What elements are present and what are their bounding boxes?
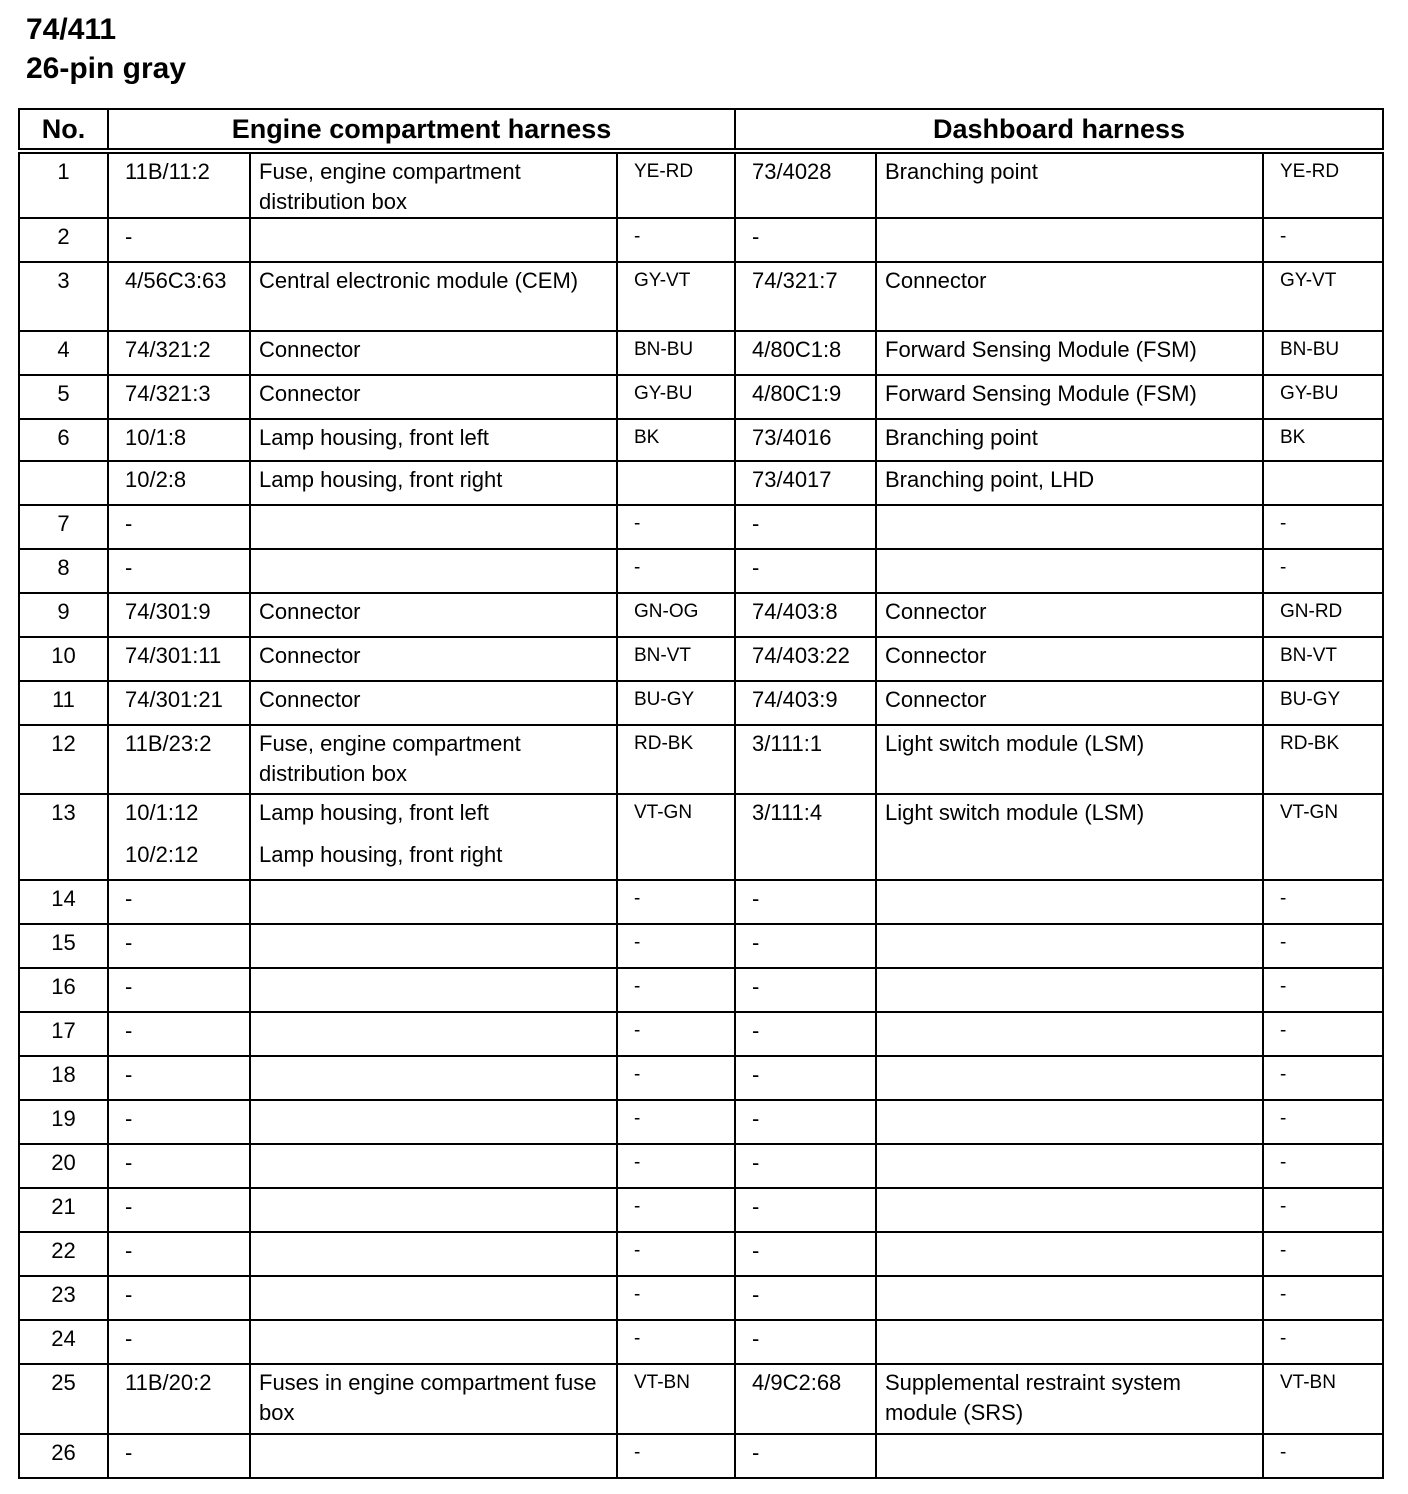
engine-connection-code: 74/321:2 [108, 331, 250, 375]
dashboard-connection-description [876, 1188, 1263, 1232]
dashboard-wire-color: GN-RD [1263, 593, 1383, 637]
dashboard-wire-color: - [1263, 1320, 1383, 1364]
engine-wire-color: - [617, 1320, 735, 1364]
engine-wire-color: YE-RD [617, 151, 735, 218]
dashboard-connection-description: Light switch module (LSM) [876, 725, 1263, 794]
dashboard-connection-description: Forward Sensing Module (FSM) [876, 331, 1263, 375]
engine-wire-color: VT-GN [617, 794, 735, 880]
dashboard-wire-color [1263, 461, 1383, 505]
dashboard-connection-description [876, 1320, 1263, 1364]
engine-wire-color: GN-OG [617, 593, 735, 637]
dashboard-wire-color: - [1263, 505, 1383, 549]
dashboard-wire-color: - [1263, 1012, 1383, 1056]
connector-description: 26-pin gray [26, 52, 187, 85]
table-row [19, 1100, 1383, 1144]
dashboard-connection-code: - [735, 968, 876, 1012]
engine-connection-code: - [108, 1100, 250, 1144]
dashboard-wire-color: BU-GY [1263, 681, 1383, 725]
dashboard-connection-code: 74/321:7 [735, 262, 876, 331]
dashboard-connection-code: - [735, 1276, 876, 1320]
dashboard-wire-color: VT-BN [1263, 1364, 1383, 1434]
pin-number: 22 [19, 1232, 108, 1276]
dashboard-connection-code: 4/9C2:68 [735, 1364, 876, 1434]
pin-number: 23 [19, 1276, 108, 1320]
engine-wire-color: - [617, 968, 735, 1012]
dashboard-wire-color: - [1263, 1434, 1383, 1478]
engine-connection-description [250, 1232, 617, 1276]
engine-wire-color: - [617, 1056, 735, 1100]
engine-connection-code: - [108, 549, 250, 593]
engine-wire-color: - [617, 1232, 735, 1276]
engine-wire-color: - [617, 549, 735, 593]
engine-connection-code: - [108, 968, 250, 1012]
col-header-no: No. [19, 109, 108, 151]
engine-connection-description [250, 1056, 617, 1100]
dashboard-wire-color: BN-BU [1263, 331, 1383, 375]
table-row [19, 331, 1383, 375]
engine-connection-code: - [108, 1434, 250, 1478]
pin-number [19, 461, 108, 505]
dashboard-wire-color: - [1263, 1188, 1383, 1232]
engine-connection-code [108, 794, 250, 880]
table-row [19, 1012, 1383, 1056]
table-row [19, 375, 1383, 419]
col-header-dashboard-harness: Dashboard harness [735, 109, 1383, 151]
table-row [19, 924, 1383, 968]
dashboard-connection-code: 3/111:4 [735, 794, 876, 880]
table-row [19, 1320, 1383, 1364]
engine-wire-color: BK [617, 419, 735, 461]
dashboard-connection-description [876, 505, 1263, 549]
engine-connection-code: - [108, 1012, 250, 1056]
pin-number: 3 [19, 262, 108, 331]
table-row [19, 637, 1383, 681]
engine-wire-color: VT-BN [617, 1364, 735, 1434]
pin-number: 18 [19, 1056, 108, 1100]
dashboard-connection-description: Connector [876, 593, 1263, 637]
pinout-table [18, 108, 1384, 1479]
dashboard-connection-code: 74/403:8 [735, 593, 876, 637]
engine-connection-description: Fuse, engine compartment distribution box [250, 151, 617, 218]
engine-connection-description: Connector [250, 375, 617, 419]
pin-number: 8 [19, 549, 108, 593]
engine-connection-code-line: 10/2:12 [125, 842, 199, 867]
pin-number: 24 [19, 1320, 108, 1364]
engine-connection-description [250, 1320, 617, 1364]
table-row [19, 593, 1383, 637]
dashboard-connection-code: - [735, 924, 876, 968]
table-row [19, 1364, 1383, 1434]
pin-number: 19 [19, 1100, 108, 1144]
dashboard-wire-color: BN-VT [1263, 637, 1383, 681]
dashboard-connection-description [876, 1276, 1263, 1320]
dashboard-wire-color: BK [1263, 419, 1383, 461]
engine-connection-code: 74/321:3 [108, 375, 250, 419]
dashboard-connection-description [876, 1144, 1263, 1188]
pin-number: 13 [19, 794, 108, 880]
pin-number: 9 [19, 593, 108, 637]
engine-connection-description: Central electronic module (CEM) [250, 262, 617, 331]
engine-connection-code: - [108, 880, 250, 924]
dashboard-connection-code: - [735, 549, 876, 593]
pin-number: 14 [19, 880, 108, 924]
engine-connection-code: - [108, 1276, 250, 1320]
pin-number: 6 [19, 419, 108, 461]
engine-connection-code: 74/301:11 [108, 637, 250, 681]
pin-number: 7 [19, 505, 108, 549]
dashboard-connection-description: Connector [876, 681, 1263, 725]
engine-connection-description [250, 968, 617, 1012]
engine-wire-color: BN-VT [617, 637, 735, 681]
engine-wire-color: RD-BK [617, 725, 735, 794]
dashboard-wire-color: - [1263, 1232, 1383, 1276]
table-row [19, 419, 1383, 461]
engine-connection-code: - [108, 1232, 250, 1276]
engine-connection-code: - [108, 505, 250, 549]
engine-connection-description [250, 1276, 617, 1320]
engine-connection-description [250, 1188, 617, 1232]
table-row [19, 1188, 1383, 1232]
engine-connection-description [250, 505, 617, 549]
engine-wire-color [617, 461, 735, 505]
engine-connection-description [250, 549, 617, 593]
dashboard-connection-description: Forward Sensing Module (FSM) [876, 375, 1263, 419]
engine-wire-color: GY-VT [617, 262, 735, 331]
dashboard-connection-description [876, 924, 1263, 968]
engine-connection-description-line: Lamp housing, front right [259, 842, 503, 867]
dashboard-wire-color: - [1263, 1276, 1383, 1320]
table-row [19, 1056, 1383, 1100]
dashboard-connection-code: - [735, 218, 876, 262]
engine-wire-color: - [617, 1012, 735, 1056]
engine-connection-description: Fuse, engine compartment distribution box [250, 725, 617, 794]
table-row [19, 1232, 1383, 1276]
engine-wire-color: - [617, 1434, 735, 1478]
dashboard-connection-description: Branching point [876, 151, 1263, 218]
dashboard-connection-code: 3/111:1 [735, 725, 876, 794]
engine-wire-color: - [617, 880, 735, 924]
dashboard-connection-description [876, 1434, 1263, 1478]
engine-connection-description: Connector [250, 331, 617, 375]
dashboard-connection-code: 74/403:9 [735, 681, 876, 725]
engine-connection-code: 11B/20:2 [108, 1364, 250, 1434]
dashboard-connection-description [876, 1056, 1263, 1100]
engine-connection-description [250, 794, 617, 880]
table-row [19, 461, 1383, 505]
table-row [19, 1144, 1383, 1188]
engine-wire-color: - [617, 1100, 735, 1144]
dashboard-connection-description [876, 1232, 1263, 1276]
engine-connection-code: 4/56C3:63 [108, 262, 250, 331]
dashboard-wire-color: - [1263, 218, 1383, 262]
table-row [19, 1276, 1383, 1320]
table-row [19, 1434, 1383, 1478]
dashboard-wire-color: YE-RD [1263, 151, 1383, 218]
dashboard-connection-description: Branching point [876, 419, 1263, 461]
table-row [19, 794, 1383, 880]
engine-connection-description: Connector [250, 593, 617, 637]
dashboard-wire-color: - [1263, 968, 1383, 1012]
engine-connection-code: - [108, 218, 250, 262]
engine-connection-description: Fuses in engine compartment fuse box [250, 1364, 617, 1434]
engine-connection-code-line: 10/1:12 [125, 800, 199, 825]
dashboard-connection-code: - [735, 1320, 876, 1364]
dashboard-wire-color: - [1263, 549, 1383, 593]
dashboard-wire-color: GY-BU [1263, 375, 1383, 419]
pin-number: 20 [19, 1144, 108, 1188]
dashboard-wire-color: RD-BK [1263, 725, 1383, 794]
table-row [19, 968, 1383, 1012]
table-header-row [19, 109, 1383, 151]
dashboard-connection-code: - [735, 1100, 876, 1144]
dashboard-connection-description [876, 968, 1263, 1012]
dashboard-connection-description: Branching point, LHD [876, 461, 1263, 505]
dashboard-wire-color: VT-GN [1263, 794, 1383, 880]
engine-connection-description [250, 1100, 617, 1144]
engine-connection-code: - [108, 1320, 250, 1364]
engine-wire-color: - [617, 505, 735, 549]
dashboard-connection-description [876, 1100, 1263, 1144]
table-row [19, 681, 1383, 725]
dashboard-connection-code: - [735, 1056, 876, 1100]
table-row [19, 505, 1383, 549]
engine-connection-description-line: Lamp housing, front left [259, 800, 489, 825]
engine-connection-description [250, 1144, 617, 1188]
engine-connection-code: - [108, 1056, 250, 1100]
engine-connection-description [250, 1012, 617, 1056]
dashboard-connection-description [876, 549, 1263, 593]
pin-number: 1 [19, 151, 108, 218]
pin-number: 26 [19, 1434, 108, 1478]
dashboard-connection-code: 74/403:22 [735, 637, 876, 681]
dashboard-connection-code: 73/4017 [735, 461, 876, 505]
engine-connection-code: - [108, 924, 250, 968]
dashboard-connection-code: - [735, 1188, 876, 1232]
dashboard-connection-description: Connector [876, 637, 1263, 681]
engine-wire-color: - [617, 924, 735, 968]
table-row [19, 725, 1383, 794]
engine-wire-color: BN-BU [617, 331, 735, 375]
engine-connection-description [250, 218, 617, 262]
engine-wire-color: BU-GY [617, 681, 735, 725]
engine-connection-description: Connector [250, 637, 617, 681]
engine-connection-code: - [108, 1188, 250, 1232]
engine-connection-code: 11B/11:2 [108, 151, 250, 218]
engine-wire-color: GY-BU [617, 375, 735, 419]
pin-number: 11 [19, 681, 108, 725]
engine-connection-description [250, 924, 617, 968]
dashboard-wire-color: GY-VT [1263, 262, 1383, 331]
engine-connection-code: 74/301:21 [108, 681, 250, 725]
engine-connection-description [250, 1434, 617, 1478]
dashboard-connection-code: - [735, 1144, 876, 1188]
dashboard-connection-code: - [735, 1012, 876, 1056]
pin-number: 10 [19, 637, 108, 681]
pin-number: 4 [19, 331, 108, 375]
dashboard-connection-code: - [735, 505, 876, 549]
dashboard-connection-code: - [735, 1434, 876, 1478]
dashboard-connection-description: Light switch module (LSM) [876, 794, 1263, 880]
dashboard-connection-code: - [735, 880, 876, 924]
engine-connection-code: - [108, 1144, 250, 1188]
engine-wire-color: - [617, 1188, 735, 1232]
dashboard-wire-color: - [1263, 1144, 1383, 1188]
dashboard-wire-color: - [1263, 1056, 1383, 1100]
pin-number: 15 [19, 924, 108, 968]
engine-wire-color: - [617, 218, 735, 262]
table-row [19, 151, 1383, 218]
engine-wire-color: - [617, 1144, 735, 1188]
engine-connection-code: 10/2:8 [108, 461, 250, 505]
table-row [19, 218, 1383, 262]
table-row [19, 262, 1383, 331]
table-row [19, 549, 1383, 593]
engine-connection-code: 10/1:8 [108, 419, 250, 461]
pin-number: 21 [19, 1188, 108, 1232]
pin-number: 12 [19, 725, 108, 794]
dashboard-connection-code: 73/4016 [735, 419, 876, 461]
dashboard-connection-code: 4/80C1:8 [735, 331, 876, 375]
dashboard-connection-code: - [735, 1232, 876, 1276]
connector-id: 74/411 [26, 13, 117, 46]
pin-number: 5 [19, 375, 108, 419]
dashboard-connection-description [876, 880, 1263, 924]
pin-number: 17 [19, 1012, 108, 1056]
dashboard-connection-description: Connector [876, 262, 1263, 331]
table-row [19, 880, 1383, 924]
pin-number: 25 [19, 1364, 108, 1434]
dashboard-connection-code: 4/80C1:9 [735, 375, 876, 419]
engine-connection-code: 11B/23:2 [108, 725, 250, 794]
dashboard-wire-color: - [1263, 924, 1383, 968]
dashboard-wire-color: - [1263, 1100, 1383, 1144]
dashboard-connection-description: Supplemental restraint system module (SRS) [876, 1364, 1263, 1434]
table-body [19, 151, 1383, 1478]
engine-connection-description: Connector [250, 681, 617, 725]
col-header-engine-harness: Engine compartment harness [108, 109, 735, 151]
engine-connection-code: 74/301:9 [108, 593, 250, 637]
dashboard-connection-description [876, 1012, 1263, 1056]
engine-connection-description: Lamp housing, front left [250, 419, 617, 461]
pin-number: 16 [19, 968, 108, 1012]
engine-connection-description [250, 880, 617, 924]
dashboard-connection-description [876, 218, 1263, 262]
pin-number: 2 [19, 218, 108, 262]
engine-wire-color: - [617, 1276, 735, 1320]
engine-connection-description: Lamp housing, front right [250, 461, 617, 505]
dashboard-connection-code: 73/4028 [735, 151, 876, 218]
dashboard-wire-color: - [1263, 880, 1383, 924]
